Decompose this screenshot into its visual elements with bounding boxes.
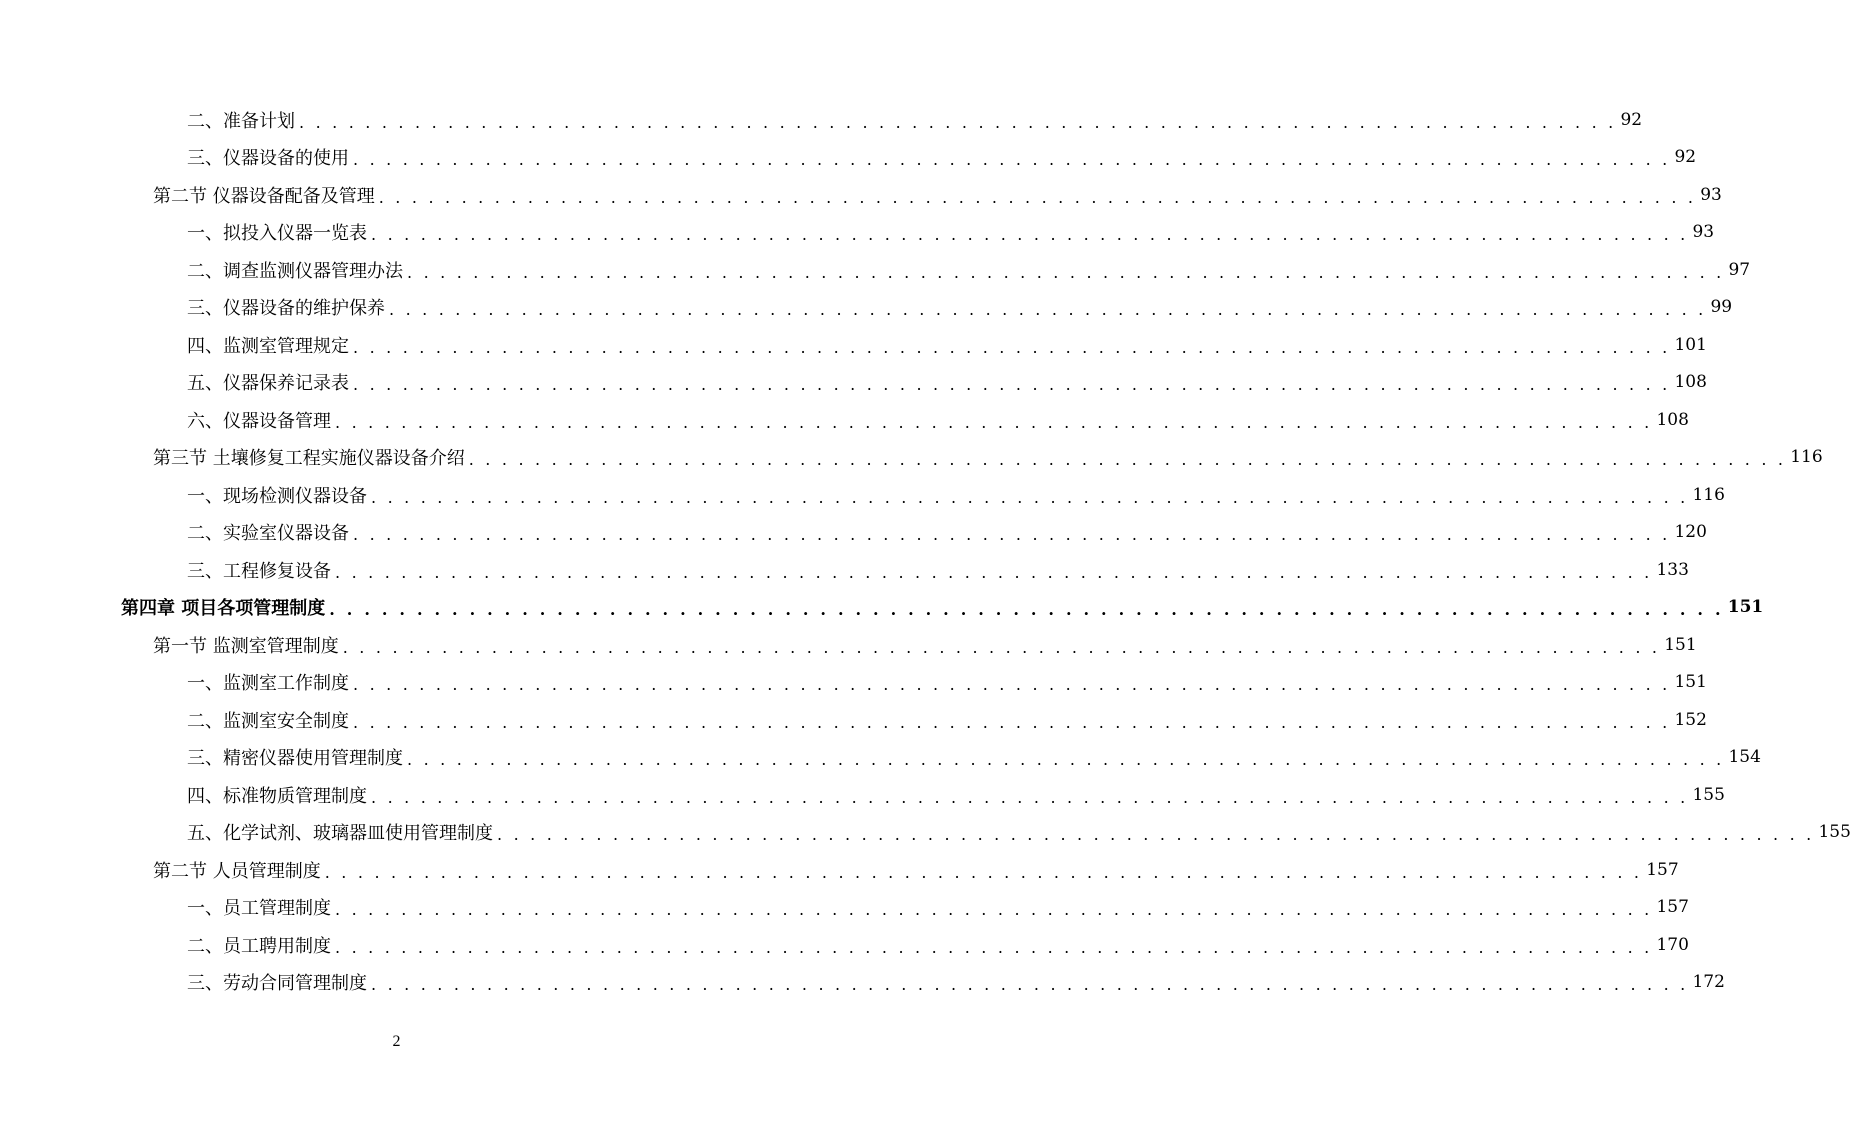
toc-entry-page: 101 bbox=[1674, 334, 1707, 355]
toc-leader-dots: . . . . . . . . . . . . . . . . . . . . . . . . . . . . . . . . . . . . . . . . . . . . . . . . . . . . . . . . . . . . . . . . . . . . . . . . . . . . . . . . bbox=[342, 637, 1661, 657]
toc-entry-page: 99 bbox=[1710, 297, 1733, 318]
toc-entry-page: 92 bbox=[1674, 147, 1697, 168]
toc-entry-page: 151 bbox=[1674, 672, 1707, 693]
toc-entry-title: 三、仪器设备的维护保养 bbox=[187, 298, 385, 320]
toc-entry[interactable] bbox=[0, 814, 1851, 852]
toc-leader-dots: . . . . . . . . . . . . . . . . . . . . . . . . . . . . . . . . . . . . . . . . . . . . . . . . . . . . . . . . . . . . . . . . . . . . . . . . . . . . . . . . bbox=[353, 525, 1671, 545]
toc-entry-title: 二、准备计划 bbox=[187, 110, 295, 132]
toc-leader-dots: . . . . . . . . . . . . . . . . . . . . . . . . . . . . . . . . . . . . . . . . . . . . . . . . . . . . . . . . . . . . . . . . . . . . . . . . . . . . . . . . bbox=[299, 112, 1617, 132]
toc-entry-page: 108 bbox=[1674, 372, 1707, 393]
toc-entry-title: 三、精密仪器使用管理制度 bbox=[187, 748, 403, 770]
toc-entry-page: 120 bbox=[1674, 522, 1707, 543]
toc-entry-title: 一、监测室工作制度 bbox=[187, 673, 349, 695]
toc-entry[interactable] bbox=[0, 476, 1725, 514]
toc-leader-dots: . . . . . . . . . . . . . . . . . . . . . . . . . . . . . . . . . . . . . . . . . . . . . . . . . . . . . . . . . . . . . . . . . . . . . . . . . . . . . . . . bbox=[371, 975, 1689, 995]
toc-entry[interactable] bbox=[0, 626, 1697, 664]
toc-entry[interactable] bbox=[0, 251, 1751, 289]
toc-leader-dots: . . . . . . . . . . . . . . . . . . . . . . . . . . . . . . . . . . . . . . . . . . . . . . . . . . . . . . . . . . . . . . . . . . . . . . . . . . . . . . . . bbox=[407, 262, 1725, 282]
toc-entry-page: 157 bbox=[1656, 897, 1689, 918]
toc-leader-dots: . . . . . . . . . . . . . . . . . . . . . . . . . . . . . . . . . . . . . . . . . . . . . . . . . . . . . . . . . . . . . . . . . . . . . . . . . . . . . . . . bbox=[353, 712, 1671, 732]
toc-entry-title: 二、监测室安全制度 bbox=[187, 710, 349, 732]
toc-entry-title: 一、现场检测仪器设备 bbox=[187, 485, 367, 507]
toc-leader-dots: . . . . . . . . . . . . . . . . . . . . . . . . . . . . . . . . . . . . . . . . . . . . . . . . . . . . . . . . . . . . . . . . . . . . . . . . . . . . . . . . bbox=[335, 562, 1653, 582]
toc-entry-title: 三、劳动合同管理制度 bbox=[187, 973, 367, 995]
toc-entry-page: 154 bbox=[1728, 747, 1761, 768]
toc-entry[interactable] bbox=[0, 851, 1679, 889]
page-number: 2 bbox=[392, 1033, 401, 1050]
toc-entry[interactable] bbox=[0, 514, 1707, 552]
toc-entry[interactable] bbox=[0, 964, 1725, 1002]
toc-entry-title: 第四章 项目各项管理制度 bbox=[121, 598, 326, 620]
toc-entry-title: 一、员工管理制度 bbox=[187, 898, 331, 920]
toc-entry-title: 二、实验室仪器设备 bbox=[187, 523, 349, 545]
toc-entry-page: 93 bbox=[1700, 184, 1722, 205]
toc-leader-dots: . . . . . . . . . . . . . . . . . . . . . . . . . . . . . . . . . . . . . . . . . . . . . . . . . . . . . . . . . . . . . . . . . . . . . . . . . . . . . . . . bbox=[407, 750, 1725, 770]
toc-leader-dots: . . . . . . . . . . . . . . . . . . . . . . . . . . . . . . . . . . . . . . . . . . . . . . . . . . . . . . . . . . . . . . . . . . . . . . . . . . . . . . . . bbox=[497, 825, 1815, 845]
toc-entry-title: 第一节 监测室管理制度 bbox=[153, 635, 339, 657]
toc-entry[interactable] bbox=[0, 326, 1707, 364]
toc-entry-title: 三、仪器设备的使用 bbox=[187, 148, 349, 170]
toc-leader-dots: . . . . . . . . . . . . . . . . . . . . . . . . . . . . . . . . . . . . . . . . . . . . . . . . . . . . . . . . . . . . . . . . . . . . . . . . . . . . . . . . bbox=[324, 862, 1643, 882]
toc-entry[interactable] bbox=[0, 139, 1697, 177]
toc-entry-title: 第二节 人员管理制度 bbox=[153, 860, 321, 882]
toc-entry-page: 157 bbox=[1646, 859, 1679, 880]
toc-entry[interactable] bbox=[0, 739, 1761, 777]
toc-leader-dots: . . . . . . . . . . . . . . . . . . . . . . . . . . . . . . . . . . . . . . . . . . . . . . . . . . . . . . . . . . . . . . . . . . . . . . . . . . . . . . . . bbox=[371, 225, 1689, 245]
toc-entry[interactable] bbox=[0, 214, 1715, 252]
toc-entry-page: 151 bbox=[1664, 634, 1697, 655]
toc-entry-title: 二、调查监测仪器管理办法 bbox=[187, 260, 403, 282]
toc-entry-title: 一、拟投入仪器一览表 bbox=[187, 223, 367, 245]
toc-entry-page: 97 bbox=[1728, 259, 1751, 280]
toc-entry[interactable] bbox=[0, 101, 1643, 139]
toc-entry-page: 172 bbox=[1692, 972, 1725, 993]
toc-leader-dots: . . . . . . . . . . . . . . . . . . . . . . . . . . . . . . . . . . . . . . . . . . . . . . . . . . . . . . . . . . . . . . . . . . . . . . . . . . . . . . . . bbox=[378, 187, 1697, 207]
toc-leader-dots: . . . . . . . . . . . . . . . . . . . . . . . . . . . . . . . . . . . . . . . . . . . . . . . . . . . . . . . . . . . . . . . . . . . . . . . . . . . . . . . . bbox=[353, 150, 1671, 170]
toc-leader-dots: . . . . . . . . . . . . . . . . . . . . . . . . . . . . . . . . . . . . . . . . . . . . . . . . . . . . . . . . . . . . . . . . . . . . . . . . . . . . . . . . bbox=[371, 487, 1689, 507]
toc-entry[interactable] bbox=[0, 401, 1689, 439]
toc-leader-dots: . . . . . . . . . . . . . . . . . . . . . . . . . . . . . . . . . . . . . . . . . . . . . . . . . . . . . . . . . . . . . . . . . . . . . . . . . . . . . . . . bbox=[353, 675, 1671, 695]
toc-leader-dots: . . . . . . . . . . . . . . . . . . . . . . . . . . . . . . . . . . . . . . . . . . . . . . . . . . . . . . . . . . . . . . . . . . . . . . . . . . . . . . . . bbox=[335, 412, 1653, 432]
toc-entry[interactable] bbox=[0, 926, 1689, 964]
toc-entry-page: 133 bbox=[1656, 559, 1689, 580]
toc-entry[interactable] bbox=[0, 289, 1733, 327]
toc-entry[interactable] bbox=[0, 776, 1725, 814]
toc-leader-dots: . . . . . . . . . . . . . . . . . . . . . . . . . . . . . . . . . . . . . . . . . . . . . . . . . . . . . . . . . . . . . . . . . . . . . . . . . . . . . . . . bbox=[389, 300, 1707, 320]
toc-entry-page: 170 bbox=[1656, 934, 1689, 955]
toc-entry[interactable] bbox=[0, 664, 1707, 702]
toc-leader-dots: . . . . . . . . . . . . . . . . . . . . . . . . . . . . . . . . . . . . . . . . . . . . . . . . . . . . . . . . . . . . . . . . . . . . . . . . . . . . . . . . bbox=[468, 450, 1787, 470]
toc-entry-title: 二、员工聘用制度 bbox=[187, 935, 331, 957]
toc-entry-page: 116 bbox=[1692, 484, 1725, 505]
toc-entry-page: 151 bbox=[1727, 597, 1764, 618]
table-of-contents bbox=[0, 101, 1851, 1001]
toc-leader-dots: . . . . . . . . . . . . . . . . . . . . . . . . . . . . . . . . . . . . . . . . . . . . . . . . . . . . . . . . . . . . . . . . . . . . . . . . . . . . . . . . bbox=[335, 900, 1653, 920]
toc-entry-page: 92 bbox=[1620, 109, 1643, 130]
toc-entry[interactable] bbox=[0, 176, 1722, 214]
toc-entry-page: 155 bbox=[1818, 822, 1851, 843]
toc-leader-dots: . . . . . . . . . . . . . . . . . . . . . . . . . . . . . . . . . . . . . . . . . . . . . . . . . . . . . . . . . . . . . . . . . . . . . . . . . . . . . . . . bbox=[353, 375, 1671, 395]
toc-entry[interactable] bbox=[0, 551, 1689, 589]
toc-leader-dots: . . . . . . . . . . . . . . . . . . . . . . . . . . . . . . . . . . . . . . . . . . . . . . . . . . . . . . . . . . . . . . . . . . . . . . . . . . . . . . . . bbox=[371, 787, 1689, 807]
toc-entry-page: 108 bbox=[1656, 409, 1689, 430]
toc-entry[interactable] bbox=[0, 439, 1823, 477]
toc-entry-page: 93 bbox=[1692, 222, 1715, 243]
toc-entry[interactable] bbox=[0, 589, 1764, 627]
toc-entry[interactable] bbox=[0, 701, 1707, 739]
toc-entry-page: 116 bbox=[1790, 447, 1823, 468]
toc-entry-title: 五、仪器保养记录表 bbox=[187, 373, 349, 395]
toc-leader-dots: . . . . . . . . . . . . . . . . . . . . . . . . . . . . . . . . . . . . . . . . . . . . . . . . . . . . . . . . . . . . . . . . . . . . . . . . . . . . . . . . bbox=[329, 600, 1724, 620]
toc-entry-title: 四、标准物质管理制度 bbox=[187, 785, 367, 807]
toc-leader-dots: . . . . . . . . . . . . . . . . . . . . . . . . . . . . . . . . . . . . . . . . . . . . . . . . . . . . . . . . . . . . . . . . . . . . . . . . . . . . . . . . bbox=[335, 937, 1653, 957]
toc-entry-page: 155 bbox=[1692, 784, 1725, 805]
toc-entry-title: 第三节 土壤修复工程实施仪器设备介绍 bbox=[153, 448, 465, 470]
toc-entry-title: 四、监测室管理规定 bbox=[187, 335, 349, 357]
toc-entry-title: 五、化学试剂、玻璃器皿使用管理制度 bbox=[187, 823, 493, 845]
toc-entry-title: 六、仪器设备管理 bbox=[187, 410, 331, 432]
toc-entry-page: 152 bbox=[1674, 709, 1707, 730]
toc-entry[interactable] bbox=[0, 364, 1707, 402]
toc-leader-dots: . . . . . . . . . . . . . . . . . . . . . . . . . . . . . . . . . . . . . . . . . . . . . . . . . . . . . . . . . . . . . . . . . . . . . . . . . . . . . . . . bbox=[353, 337, 1671, 357]
toc-entry-title: 第二节 仪器设备配备及管理 bbox=[153, 185, 375, 207]
toc-entry[interactable] bbox=[0, 889, 1689, 927]
toc-entry-title: 三、工程修复设备 bbox=[187, 560, 331, 582]
